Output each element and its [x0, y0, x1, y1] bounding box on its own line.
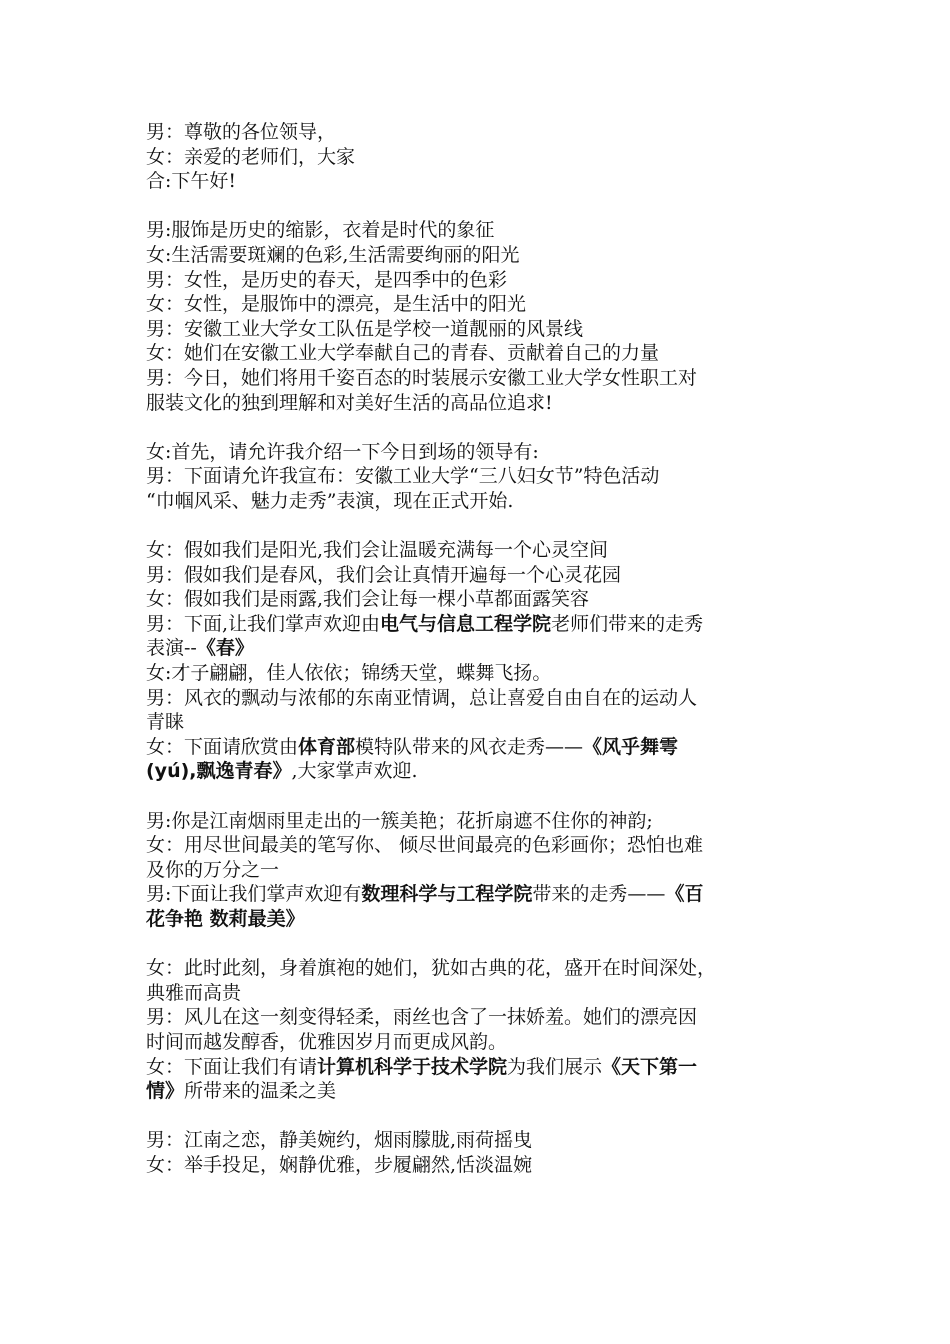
s3-line-2: 典雅而高贵: [146, 981, 242, 1004]
show-title-windcoat: 《风乎舞雩: [583, 735, 679, 758]
show-title-flowers-cont: 花争艳 数莉最美》: [146, 908, 305, 930]
s3-line-5: [146, 1055, 811, 1080]
opening-line-2: 女：亲爱的老师们，大家: [146, 145, 356, 168]
show-title-first-love: 《天下第一: [602, 1055, 698, 1078]
s1-line-5-text: 表演--: [146, 637, 197, 660]
s1-line-6: 女:才子翩翩，佳人依依；锦绣天堂，蝶舞飞扬。: [146, 662, 552, 685]
intro-line-7: 男：今日，她们将用千姿百态的时装展示安徽工业大学女性职工对: [146, 366, 698, 389]
s1-line-1: 女：假如我们是阳光,我们会让温暖充满每一个心灵空间: [146, 539, 609, 562]
s3-line-3: 男：风儿在这一刻变得轻柔，雨丝也含了一抹娇羞。她们的漂亮因: [146, 1006, 698, 1029]
s1-line-7: 男：风衣的飘动与浓郁的东南亚情调，总让喜爱自由自在的运动人: [146, 686, 698, 709]
s2-line-3: 及你的万分之一: [146, 858, 280, 881]
s2-line-4-text-mid: 带来的走秀——: [532, 883, 666, 906]
department-name-sports: 体育部: [298, 735, 356, 758]
s1-line-5: [146, 636, 811, 661]
s1-line-4-text-end: 老师们带来的走秀: [551, 612, 704, 635]
paragraph-gap: [146, 415, 811, 440]
leaders-block: [146, 440, 811, 514]
s3-line-6-text: 所带来的温柔之美: [184, 1080, 337, 1103]
s3-line-5-text: 女：下面让我们有请: [146, 1055, 318, 1078]
s2-line-2: 女：用尽世间最美的笔写你、 倾尽世间最亮的色彩画你；恐怕也难: [146, 834, 704, 857]
s1-line-4-text: 男：下面,让我们掌声欢迎由: [146, 612, 381, 635]
s4-line-2: 女：举手投足，娴静优雅，步履翩然,恬淡温婉: [146, 1153, 533, 1176]
show-title-flowers: 《百: [665, 883, 704, 906]
section-1-block: [146, 538, 811, 784]
s1-line-9-text: 女：下面请欣赏由: [146, 735, 299, 758]
s1-line-10-text: ,大家掌声欢迎.: [291, 760, 418, 783]
paragraph-gap: [146, 1104, 811, 1129]
show-title-first-love-cont: 情》: [146, 1080, 185, 1103]
leaders-line-2: 男：下面请允许我宣布：安徽工业大学“三八妇女节”特色活动: [146, 465, 660, 488]
opening-block: [146, 120, 811, 194]
show-title-spring: 《春》: [196, 637, 254, 660]
s3-line-6: [146, 1079, 811, 1104]
intro-line-3: 男：女性，是历史的春天，是四季中的色彩: [146, 268, 508, 291]
s3-line-1: 女：此时此刻，身着旗袍的她们，犹如古典的花，盛开在时间深处，: [146, 957, 717, 980]
paragraph-gap: [146, 514, 811, 539]
intro-line-6: 女：她们在安徽工业大学奉献自己的青春、贡献着自己的力量: [146, 342, 660, 365]
section-2-block: [146, 809, 811, 932]
paragraph-gap: [146, 194, 811, 219]
s1-line-9: [146, 735, 811, 760]
script-document: [146, 120, 811, 1178]
section-3-block: [146, 956, 811, 1104]
college-name-electrical: 电气与信息工程学院: [380, 612, 552, 635]
opening-line-1: 男：尊敬的各位领导，: [146, 121, 337, 143]
s3-line-4: 时间而越发醇香，优雅因岁月而更成风韵。: [146, 1030, 508, 1053]
intro-line-1: 男:服饰是历史的缩影，衣着是时代的象征: [146, 219, 495, 242]
college-name-computer: 计算机科学于技术学院: [317, 1055, 508, 1078]
s1-line-2: 男：假如我们是春风，我们会让真情开遍每一个心灵花园: [146, 563, 622, 586]
opening-line-3: 合:下午好!: [146, 170, 237, 193]
leaders-line-3: “巾帼风采、魅力走秀”表演，现在正式开始.: [146, 489, 514, 512]
college-name-math: 数理科学与工程学院: [361, 883, 533, 906]
s1-line-10: [146, 759, 811, 784]
section-4-block: [146, 1128, 811, 1177]
paragraph-gap: [146, 932, 811, 957]
s1-line-9-text-mid: 模特队带来的风衣走秀——: [355, 735, 584, 758]
intro-line-2: 女:生活需要斑斓的色彩,生活需要绚丽的阳光: [146, 243, 520, 266]
intro-line-5: 男：安徽工业大学女工队伍是学校一道靓丽的风景线: [146, 317, 584, 340]
s1-line-8: 青睐: [146, 711, 185, 734]
s2-line-4-text: 男:下面让我们掌声欢迎有: [146, 883, 362, 906]
paragraph-gap: [146, 784, 811, 809]
intro-line-8: 服装文化的独到理解和对美好生活的高品位追求!: [146, 391, 553, 414]
s2-line-1: 男:你是江南烟雨里走出的一簇美艳；花折扇遮不住你的神韵;: [146, 809, 653, 832]
intro-line-4: 女：女性，是服饰中的漂亮，是生活中的阳光: [146, 293, 527, 316]
leaders-line-1: 女:首先，请允许我介绍一下今日到场的领导有:: [146, 440, 539, 463]
s1-line-3: 女：假如我们是雨露,我们会让每一棵小草都面露笑容: [146, 588, 590, 611]
s1-line-4: [146, 612, 811, 637]
s3-line-5-text-mid: 为我们展示: [507, 1055, 603, 1078]
s2-line-4: [146, 882, 811, 907]
intro-block: [146, 218, 811, 415]
s4-line-1: 男：江南之恋，静美婉约，烟雨朦胧,雨荷摇曳: [146, 1129, 533, 1152]
show-title-windcoat-cont: (yú),飘逸青春》: [146, 760, 292, 783]
